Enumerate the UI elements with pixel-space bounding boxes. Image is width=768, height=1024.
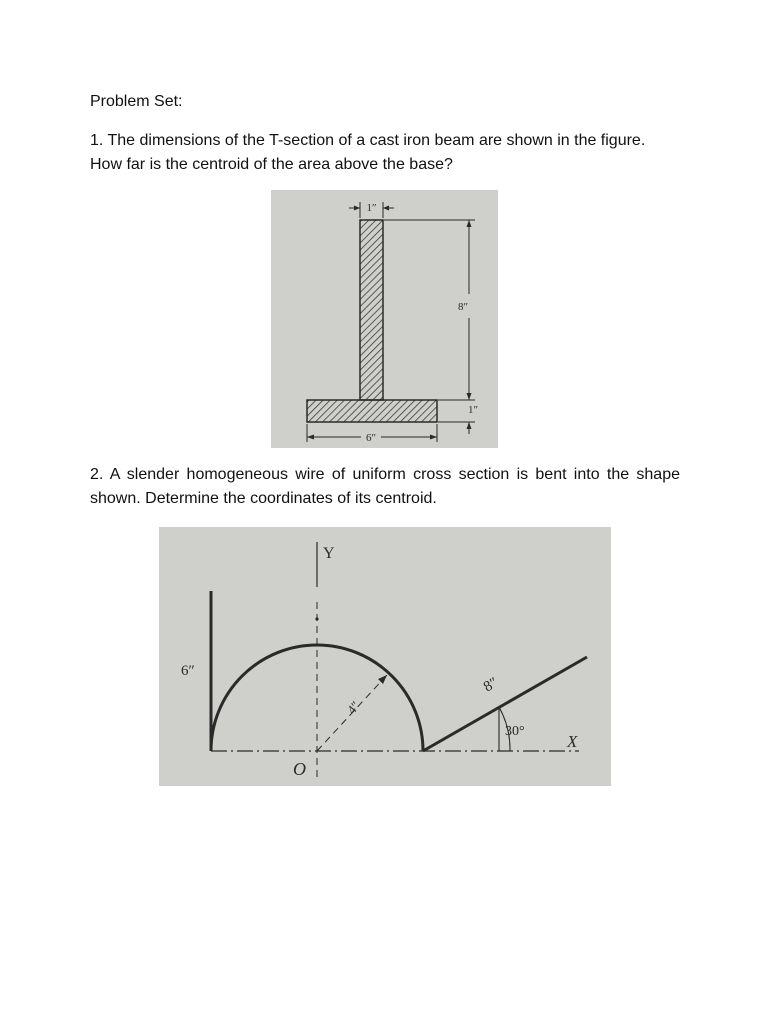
y-axis-dot (315, 617, 318, 620)
web-width-label: 1″ (366, 202, 377, 214)
flange-width-arrow-left (307, 435, 314, 440)
web-width-arrow-right (383, 206, 389, 211)
flange-thickness-label: 1″ (467, 404, 479, 416)
angle-label: 30° (505, 724, 525, 739)
bent-wire-diagram (159, 527, 611, 786)
t-section-flange (307, 400, 437, 422)
origin-label: O (293, 759, 306, 779)
radius-arrow (378, 675, 387, 684)
t-section-web (360, 220, 383, 400)
wire-left-arc (211, 645, 317, 751)
x-axis-label: X (567, 732, 578, 751)
problem-2-text: 2. A slender homogeneous wire of uniform cross section is bent into the shape shown. Determine the coordinates of its centroid. (90, 466, 680, 507)
wire-right-arc (317, 645, 423, 751)
y-axis-label: Y (323, 545, 335, 562)
web-height-arrow-top (467, 220, 472, 227)
t-section-diagram (271, 190, 498, 448)
flange-width-label: 6″ (365, 432, 377, 444)
flange-thickness-arrow (467, 422, 472, 429)
vertical-segment-label: 6″ (181, 663, 195, 679)
slanted-segment-label: 8″ (481, 674, 501, 696)
t-section-figure (271, 190, 498, 448)
web-width-arrow-left (354, 206, 360, 211)
problem-1-text: 1. The dimensions of the T-section of a cast iron beam are shown in the figure. How far is the centroid of the area above the base? (90, 132, 646, 173)
radius-label: 4″ (343, 698, 363, 717)
web-height-label: 8″ (457, 301, 469, 313)
problem-set-heading: Problem Set: (90, 93, 183, 110)
flange-width-arrow-right (430, 435, 437, 440)
bent-wire-figure (159, 527, 611, 786)
